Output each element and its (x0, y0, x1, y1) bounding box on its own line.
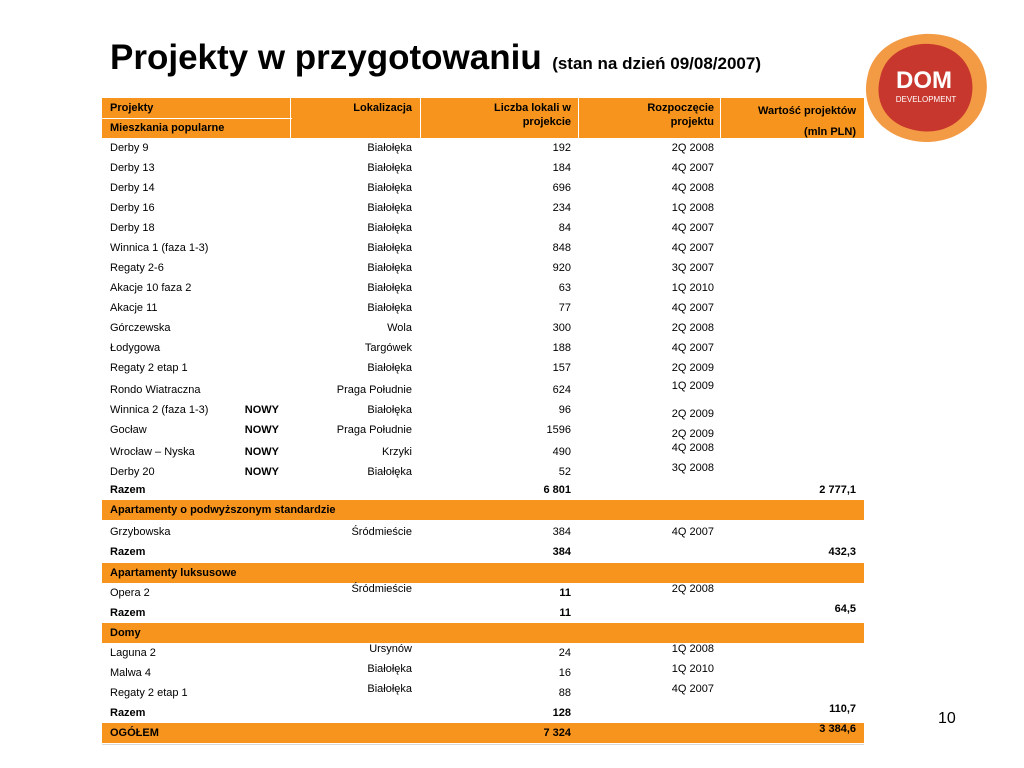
section-header-domy: Domy (102, 623, 864, 643)
projects-table (102, 98, 864, 745)
table-header (102, 98, 864, 138)
table-row: Derby 9 Białołęka 192 2Q 2008 (110, 142, 714, 154)
table-row: Regaty 2 etap 1 Białołęka 88 4Q 2007 (110, 683, 714, 699)
logo-text-development: DEVELOPMENT (895, 95, 957, 104)
table-row: Derby 16 Białołęka 234 1Q 2008 (110, 202, 714, 214)
slide-title (110, 38, 761, 78)
header-vdivider-4 (720, 98, 721, 138)
nowy-tag: NOWY (244, 446, 279, 458)
dom-development-logo (858, 30, 993, 150)
table-row: Derby 18 Białołęka 84 4Q 2007 (110, 222, 714, 234)
table-row: Akacje 11 Białołęka 77 4Q 2007 (110, 302, 714, 314)
header-rozpoczecie: Rozpoczęcie projektu (647, 102, 714, 128)
subtotal-row-section3: Razem 11 64,5 (110, 603, 856, 619)
table-row: Rondo Wiatraczna Praga Południe 624 1Q 2009 (110, 380, 714, 396)
header-mieszkania-popularne: Mieszkania popularne (110, 122, 225, 134)
table-row: Górczewska Wola 300 2Q 2008 (110, 322, 714, 334)
page-number: 10 (938, 710, 956, 727)
header-liczba-lokali: Liczba lokali w projekcie (493, 102, 571, 128)
table-row: Laguna 2 Ursynów 24 1Q 2008 (110, 643, 714, 659)
nowy-tag: NOWY (244, 424, 279, 436)
section-header-apartamenty-luksusowe: Apartamenty luksusowe (102, 563, 864, 583)
header-projekty: Projekty (110, 102, 154, 114)
subtotal-row-section2: Razem 384 432,3 (110, 546, 856, 558)
table-row: Malwa 4 Białołęka 16 1Q 2010 (110, 663, 714, 679)
table-row: Łodygowa Targówek 188 4Q 2007 (110, 342, 714, 354)
table-row: Derby 14 Białołęka 696 4Q 2008 (110, 182, 714, 194)
subtotal-row-mieszkania: Razem 6 801 2 777,1 (110, 484, 856, 496)
header-divider (102, 118, 292, 119)
nowy-tag: NOWY (244, 404, 279, 416)
header-vdivider-2 (420, 98, 421, 138)
table-row: Akacje 10 faza 2 Białołęka 63 1Q 2010 (110, 282, 714, 294)
table-row: Derby 20 NOWY Białołęka 52 3Q 2008 (102, 462, 864, 482)
subtotal-row-domy: Razem 128 110,7 (110, 703, 856, 719)
nowy-tag: NOWY (244, 466, 279, 478)
table-row: Winnica 2 (faza 1-3) NOWY Białołęka 96 2Q 2009 (102, 400, 864, 420)
title-main: Projekty w przygotowaniu (110, 38, 542, 77)
title-subtitle: (stan na dzień 09/08/2007) (552, 54, 762, 73)
table-row: Winnica 1 (faza 1-3) Białołęka 848 4Q 2007 (110, 242, 714, 254)
grand-total-row: OGÓŁEM 7 324 3 384,6 (102, 723, 864, 743)
table-row: Grzybowska Śródmieście 384 4Q 2007 (110, 526, 714, 538)
header-lokalizacja: Lokalizacja (353, 102, 412, 114)
table-row: Gocław NOWY Praga Południe 1596 2Q 2009 (102, 420, 864, 440)
logo-text-dom: DOM (896, 67, 952, 94)
table-row: Derby 13 Białołęka 184 4Q 2007 (110, 162, 714, 174)
table-row: Wrocław – Nyska NOWY Krzyki 490 4Q 2008 (102, 442, 864, 462)
header-vdivider-3 (578, 98, 579, 138)
table-row: Regaty 2-6 Białołęka 920 3Q 2007 (110, 262, 714, 274)
header-wartosc: Wartość projektów (mln PLN) (758, 105, 856, 138)
section-header-apartamenty-podwyzszone: Apartamenty o podwyższonym standardzie (102, 500, 864, 520)
header-vdivider-1 (290, 98, 291, 138)
table-row: Regaty 2 etap 1 Białołęka 157 2Q 2009 (110, 362, 714, 374)
table-row: Opera 2 Śródmieście 11 2Q 2008 (110, 583, 714, 599)
